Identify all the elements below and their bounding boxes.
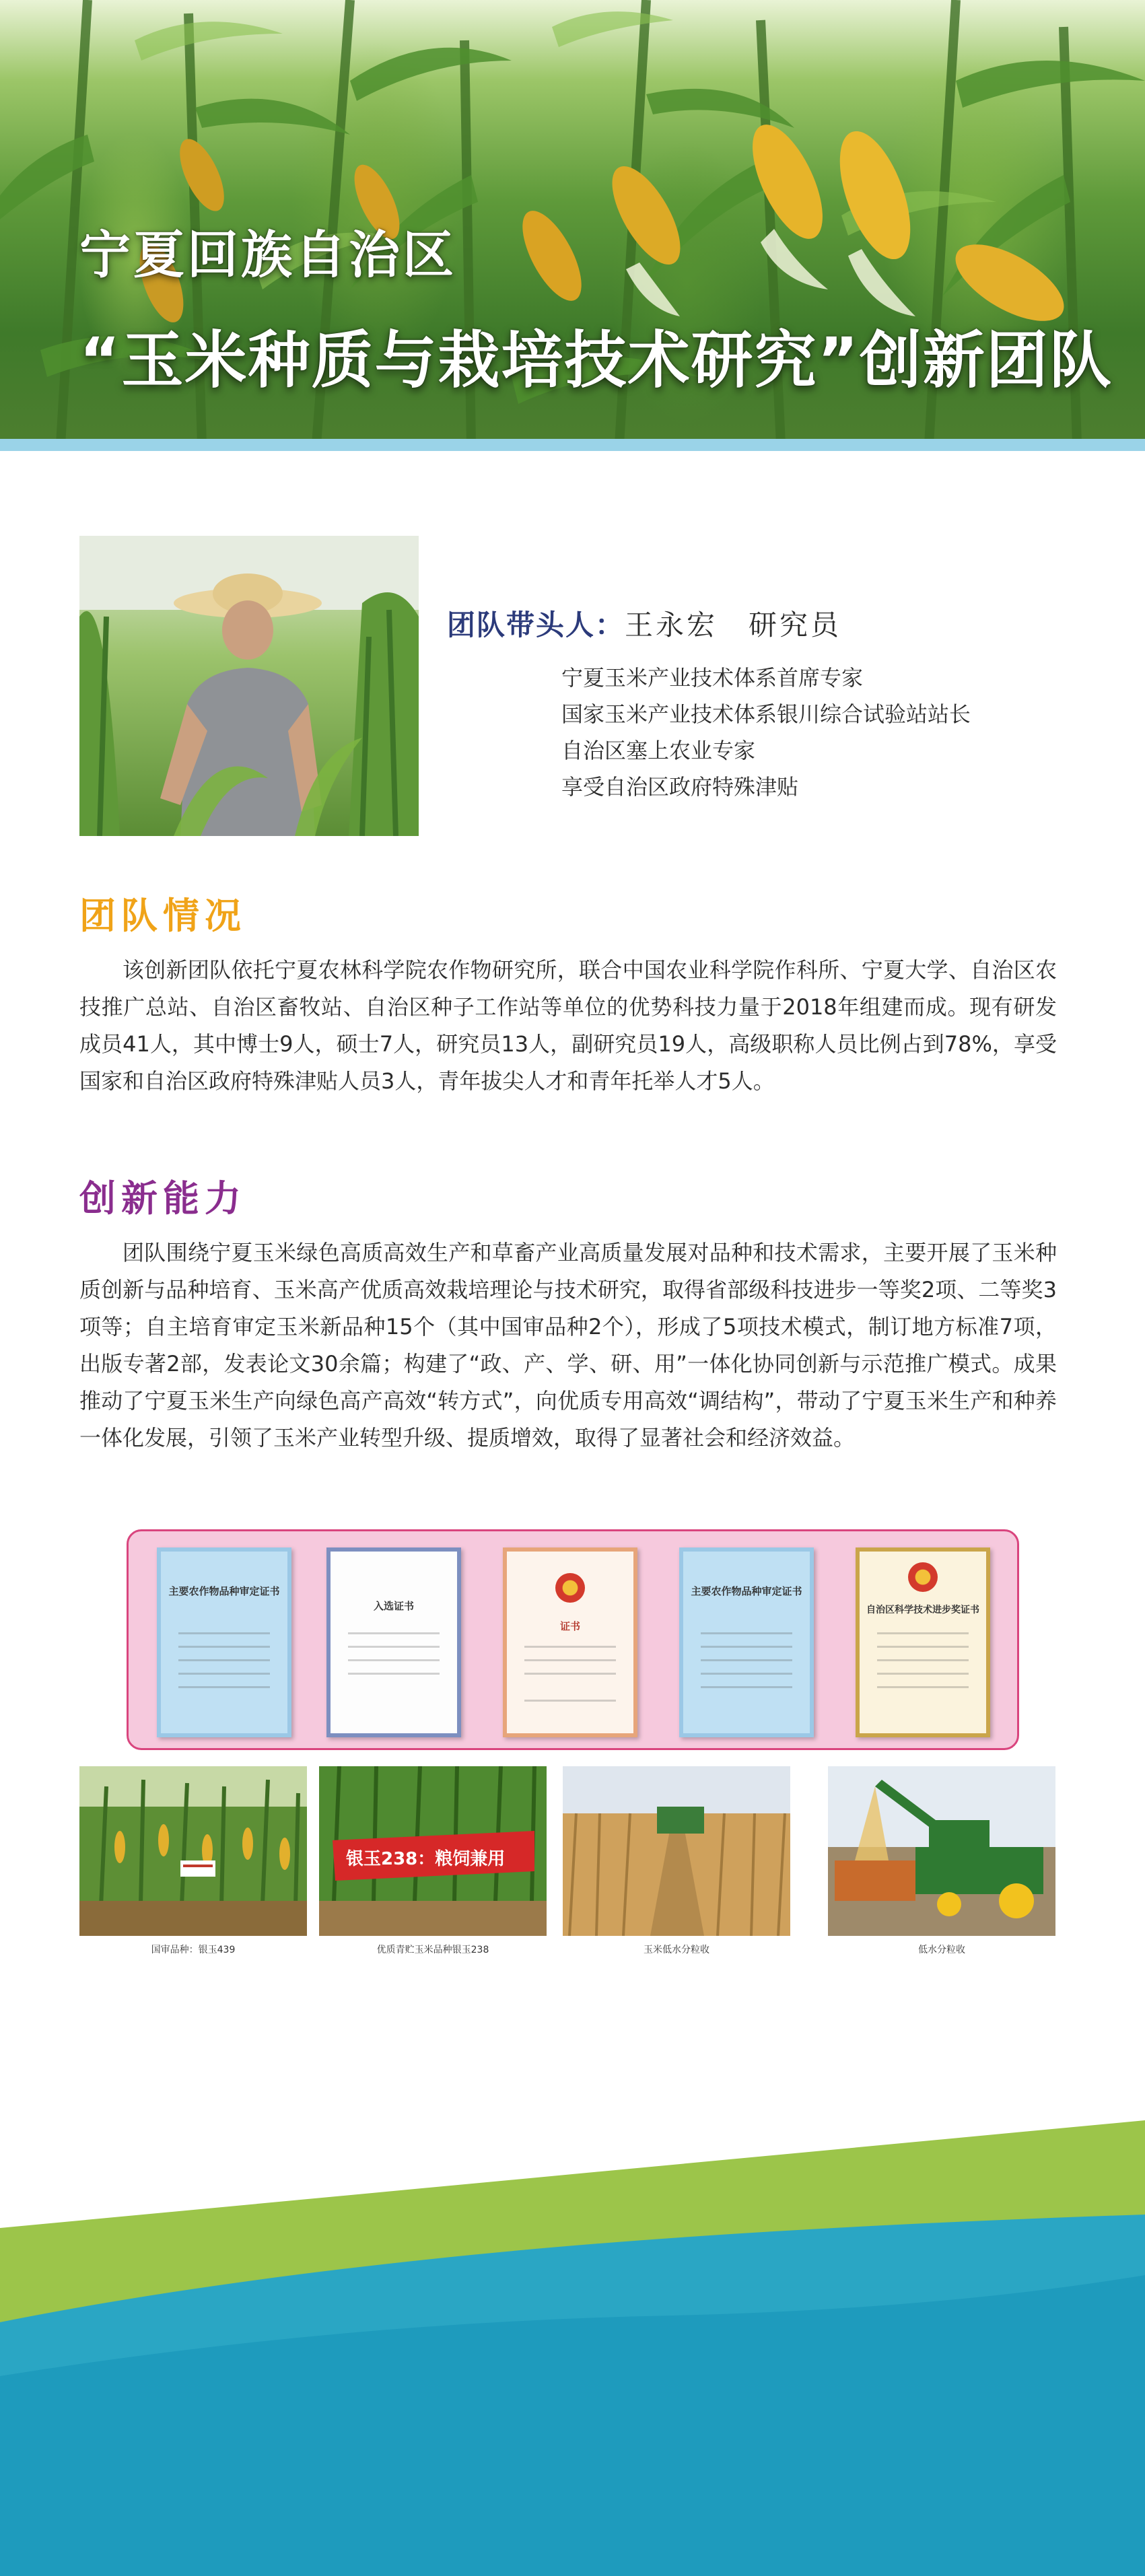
section-title-innovation: 创新能力 xyxy=(79,1177,246,1220)
leader-role: 宁夏玉米产业技术体系首席专家 xyxy=(561,665,864,691)
title-line-1: 宁夏回族自治区 xyxy=(79,225,456,285)
certificate xyxy=(157,1547,291,1737)
certificate xyxy=(679,1547,814,1737)
photo-yinyu238 xyxy=(319,1766,547,1936)
leader-label: 团队带头人： xyxy=(447,608,625,641)
photo-banner-text: 银玉238：粮饲兼用 xyxy=(346,1849,506,1869)
photo-caption: 低水分粒收 xyxy=(918,1945,965,1955)
leader-title xyxy=(447,603,841,643)
section-title-team: 团队情况 xyxy=(79,895,246,937)
photo-caption: 优质青贮玉米品种银玉238 xyxy=(376,1945,489,1955)
bottom-wave-decoration xyxy=(0,2120,1145,2576)
leader-photo xyxy=(79,536,419,836)
leader-role: 自治区塞上农业专家 xyxy=(561,738,756,763)
certificate-title: 入选证书 xyxy=(373,1600,414,1612)
certificate-title: 自治区科学技术进步奖证书 xyxy=(866,1605,979,1615)
photo-harvest-1 xyxy=(563,1766,790,1936)
title-line-2: “玉米种质与栽培技术研究”创新团队 xyxy=(79,324,1113,396)
leader-name: 王永宏 研究员 xyxy=(625,608,842,641)
photo-yinyu439 xyxy=(79,1766,307,1936)
header-banner xyxy=(0,0,1145,444)
certificate xyxy=(326,1547,461,1737)
leader-role: 国家玉米产业技术体系银川综合试验站站长 xyxy=(561,701,971,727)
emblem-icon xyxy=(555,1573,585,1603)
certificate-title: 主要农作物品种审定证书 xyxy=(168,1585,280,1597)
leader-role: 享受自治区政府特殊津贴 xyxy=(561,774,799,800)
photo-caption: 玉米低水分粒收 xyxy=(644,1945,709,1955)
innovation-paragraph: 团队围绕宁夏玉米绿色高质高效生产和草畜产业高质量发展对品种和技术需求，主要开展了玉米种质创新与品种培育、玉米高产优质高效栽培理论与技术研究，取得省部级科技进步一等奖2项、二等奖3项等；自主培育审定玉米新品种15个（其中国审品种2个），形成了5项技术模式，制订地方标准7项，出版专著2部，发表论文30余篇；构建了“政、产、学、研、用”一体化协同创新与示范推广模式。成果推动了宁夏玉米生产向绿色高产高效“转方式”，向优质专用高效“调结构”，带动了宁夏玉米生产和种养一体化发展，引领了玉米产业转型升级、提质增效，取得了显著社会和经济效益。 xyxy=(79,1240,1057,1451)
header-divider xyxy=(0,439,1145,451)
certificate-title: 主要农作物品种审定证书 xyxy=(691,1585,802,1597)
photo-caption: 国审品种：银玉439 xyxy=(151,1945,236,1955)
certificate xyxy=(856,1547,990,1737)
certificate-title: 证书 xyxy=(559,1620,580,1632)
team-paragraph: 该创新团队依托宁夏农林科学院农作物研究所，联合中国农业科学院作科所、宁夏大学、自治区农技推广总站、自治区畜牧站、自治区种子工作站等单位的优势科技力量于2018年组建而成。现有研发成员41人，其中博士9人，硕士7人，研究员13人，副研究员19人，高级职称人员比例占到78%，享受国家和自治区政府特殊津贴人员3人，青年拔尖人才和青年托举人才5人。 xyxy=(79,957,1057,1094)
photo-harvest-2 xyxy=(828,1766,1055,1936)
certificates-panel xyxy=(127,1529,1019,1750)
leader-roles xyxy=(561,660,971,805)
certificate xyxy=(503,1547,637,1737)
emblem-icon xyxy=(908,1562,938,1592)
